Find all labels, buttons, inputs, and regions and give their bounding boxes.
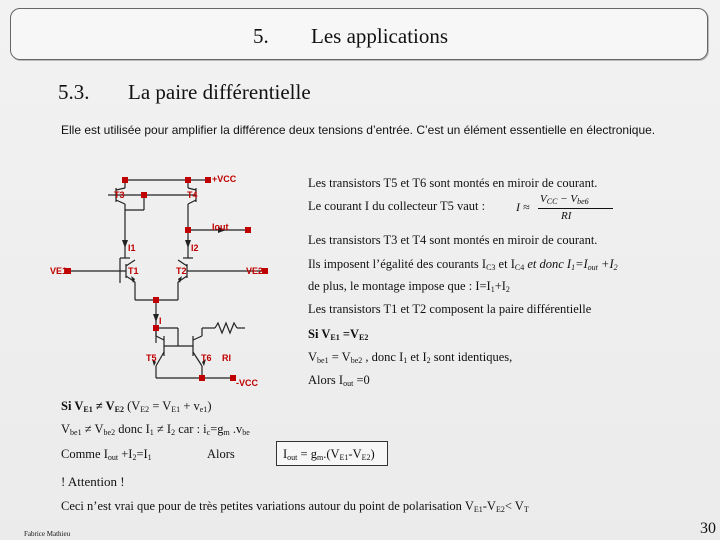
case2-condition: Si $V_{E1} \ne V_{E2}$ $(V_{E2} = V_{E1} + v_{e1})$ [61, 399, 212, 414]
attention-text: Ceci n’est vrai que pour de très petites variations autour du point de polarisation $V_{E1}-V_{E2}< V_T$ [61, 499, 529, 514]
label-ve1: VE1 [50, 266, 68, 276]
note-differential-pair: Les transistors T1 et T2 composent la paire différentielle [308, 302, 592, 316]
chapter-number: 5. [253, 24, 269, 48]
label-t4: T4 [187, 190, 198, 200]
label-t1: T1 [128, 266, 139, 276]
note-current-i-prefix: Le courant I du collecteur T5 vaut : [308, 199, 486, 213]
differential-pair-circuit-diagram [40, 168, 280, 390]
case2-vbe-inequality: $V_{be1} \ne V_{be2}$ donc $I_1 \ne I_2$ car : $i_c=g_m$ $.v_{be}$ [61, 422, 250, 437]
label-i: I [159, 316, 162, 326]
attention-title: ! Attention ! [61, 474, 125, 489]
case2-alors: Alors [207, 447, 235, 461]
section-title: La paire différentielle [128, 80, 311, 104]
formula-current-i: I ≈ $V_{CC} - V_{be6}$ RI [516, 193, 616, 225]
note-current-sum: de plus, le montage impose que : $I=I_1+I_2$ [308, 279, 510, 294]
label-ri: RI [222, 353, 231, 363]
label-i1: I1 [128, 243, 136, 253]
case2-comme: Comme $I_{out} +I_2=I_1$ [61, 447, 152, 462]
label-iout: Iout [212, 222, 229, 232]
chapter-title: Les applications [311, 24, 449, 48]
label-t6: T6 [201, 353, 212, 363]
label-i2: I2 [191, 243, 199, 253]
label-vcc-pos: +VCC [212, 174, 237, 184]
case1-consequence: $V_{be1} = V_{be2}$ , donc $I_1$ et $I_2$ sont identiques, [308, 350, 513, 365]
page-number: 30 [700, 520, 716, 537]
label-t2: T2 [176, 266, 187, 276]
label-t3: T3 [114, 190, 125, 200]
note-mirror-t5-t6: Les transistors T5 et T6 sont montés en miroir de courant. [308, 176, 598, 190]
section-number: 5.3. [58, 80, 90, 104]
intro-paragraph: Elle est utilisée pour amplifier la différence deux tensions d’entrée. C’est un élément essentielle en électronique. [61, 123, 656, 137]
label-ve2: VE2 [246, 266, 264, 276]
footer-author: Fabrice Mathieu [24, 530, 71, 538]
case1-condition: Si $V_{E1} =V_{E2}$ [308, 327, 369, 342]
label-vcc-neg: -VCC [236, 378, 258, 388]
case1-result: Alors $I_{out} =0$ [308, 373, 370, 388]
note-equality-currents: Ils imposent l’égalité des courants $I_{C3}$ et $I_{C4}$ et donc $I_1=I_{out} +I_2$ [308, 257, 618, 272]
label-t5: T5 [146, 353, 157, 363]
iout-result-formula: $I_{out} = g_m.(V_{E1}-V_{E2})$ [283, 447, 375, 462]
note-mirror-t3-t4: Les transistors T3 et T4 sont montés en miroir de courant. [308, 233, 598, 247]
